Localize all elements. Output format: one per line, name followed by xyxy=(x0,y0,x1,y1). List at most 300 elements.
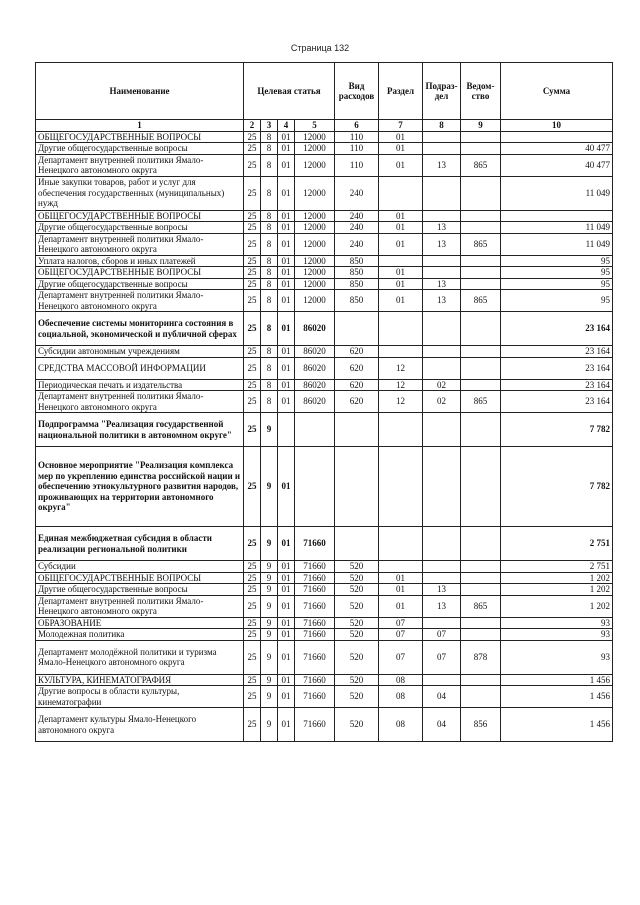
section: 01 xyxy=(379,584,423,596)
section xyxy=(379,312,423,346)
section: 01 xyxy=(379,222,423,234)
section xyxy=(379,255,423,267)
target-direction: 71660 xyxy=(295,595,335,617)
amount: 1 456 xyxy=(501,708,613,742)
expense-type xyxy=(335,413,379,447)
target-direction: 12000 xyxy=(295,210,335,222)
column-number: 2 xyxy=(244,120,261,132)
target-event: 01 xyxy=(278,357,295,379)
target-program: 25 xyxy=(244,222,261,234)
target-direction: 86020 xyxy=(295,391,335,413)
table-row xyxy=(36,154,613,176)
column-number: 8 xyxy=(423,120,461,132)
target-direction: 71660 xyxy=(295,561,335,573)
subsection xyxy=(423,357,461,379)
target-direction: 12000 xyxy=(295,278,335,290)
column-number: 5 xyxy=(295,120,335,132)
target-event: 01 xyxy=(278,629,295,641)
row-name: Субсидии xyxy=(36,561,244,573)
expense-type: 850 xyxy=(335,255,379,267)
target-program: 25 xyxy=(244,391,261,413)
department xyxy=(461,346,501,358)
target-direction: 71660 xyxy=(295,629,335,641)
table-row xyxy=(36,617,613,629)
subsection xyxy=(423,176,461,210)
section: 01 xyxy=(379,210,423,222)
target-direction: 12000 xyxy=(295,131,335,143)
row-name: Департамент внутренней политики Ямало-Ненецкого автономного округа xyxy=(36,233,244,255)
table-row xyxy=(36,131,613,143)
target-direction: 12000 xyxy=(295,255,335,267)
subsection xyxy=(423,346,461,358)
department xyxy=(461,527,501,561)
amount: 1 202 xyxy=(501,572,613,584)
target-program: 25 xyxy=(244,584,261,596)
target-program: 25 xyxy=(244,357,261,379)
amount: 95 xyxy=(501,255,613,267)
table-header-row xyxy=(36,63,613,120)
target-subprogram: 9 xyxy=(261,629,278,641)
amount: 1 202 xyxy=(501,584,613,596)
target-direction: 71660 xyxy=(295,640,335,674)
subsection xyxy=(423,561,461,573)
amount: 95 xyxy=(501,278,613,290)
row-name: СРЕДСТВА МАССОВОЙ ИНФОРМАЦИИ xyxy=(36,357,244,379)
target-program: 25 xyxy=(244,674,261,686)
target-program: 25 xyxy=(244,595,261,617)
department: 865 xyxy=(461,595,501,617)
department xyxy=(461,176,501,210)
target-direction xyxy=(295,413,335,447)
column-number: 7 xyxy=(379,120,423,132)
target-subprogram: 8 xyxy=(261,222,278,234)
table-row xyxy=(36,391,613,413)
target-event: 01 xyxy=(278,674,295,686)
target-subprogram: 8 xyxy=(261,131,278,143)
amount: 1 202 xyxy=(501,595,613,617)
target-program: 25 xyxy=(244,267,261,279)
target-direction: 71660 xyxy=(295,686,335,708)
table-row xyxy=(36,686,613,708)
target-program: 25 xyxy=(244,346,261,358)
target-subprogram: 9 xyxy=(261,595,278,617)
target-program: 25 xyxy=(244,686,261,708)
amount: 93 xyxy=(501,629,613,641)
header-section: Раздел xyxy=(379,63,423,120)
target-direction: 86020 xyxy=(295,346,335,358)
subsection: 13 xyxy=(423,222,461,234)
expense-type: 520 xyxy=(335,686,379,708)
header-subsection: Подраз-дел xyxy=(423,63,461,120)
column-number: 3 xyxy=(261,120,278,132)
expense-type: 240 xyxy=(335,233,379,255)
row-name: Субсидии автономным учреждениям xyxy=(36,346,244,358)
expense-type: 620 xyxy=(335,357,379,379)
target-program: 25 xyxy=(244,379,261,391)
department xyxy=(461,674,501,686)
target-subprogram: 9 xyxy=(261,447,278,527)
target-subprogram: 8 xyxy=(261,391,278,413)
row-name: КУЛЬТУРА, КИНЕМАТОГРАФИЯ xyxy=(36,674,244,686)
target-subprogram: 8 xyxy=(261,255,278,267)
table-row xyxy=(36,413,613,447)
target-direction: 12000 xyxy=(295,233,335,255)
expense-type: 240 xyxy=(335,176,379,210)
subsection: 13 xyxy=(423,595,461,617)
expense-type: 110 xyxy=(335,143,379,155)
target-program: 25 xyxy=(244,131,261,143)
subsection: 04 xyxy=(423,686,461,708)
expense-type: 620 xyxy=(335,346,379,358)
section: 01 xyxy=(379,233,423,255)
section xyxy=(379,447,423,527)
department xyxy=(461,278,501,290)
section: 07 xyxy=(379,640,423,674)
row-name: Периодическая печать и издательства xyxy=(36,379,244,391)
target-subprogram: 8 xyxy=(261,233,278,255)
table-row xyxy=(36,357,613,379)
target-program: 25 xyxy=(244,312,261,346)
target-program: 25 xyxy=(244,143,261,155)
row-name: Департамент внутренней политики Ямало-Ненецкого автономного округа xyxy=(36,290,244,312)
target-subprogram: 8 xyxy=(261,143,278,155)
target-program: 25 xyxy=(244,629,261,641)
target-event: 01 xyxy=(278,595,295,617)
target-program: 25 xyxy=(244,527,261,561)
target-subprogram: 8 xyxy=(261,210,278,222)
target-program: 25 xyxy=(244,278,261,290)
row-name: Департамент культуры Ямало-Ненецкого автономного округа xyxy=(36,708,244,742)
target-event: 01 xyxy=(278,617,295,629)
target-event xyxy=(278,413,295,447)
section xyxy=(379,561,423,573)
section: 08 xyxy=(379,686,423,708)
target-subprogram: 9 xyxy=(261,640,278,674)
target-event: 01 xyxy=(278,290,295,312)
department: 865 xyxy=(461,233,501,255)
row-name: ОБРАЗОВАНИЕ xyxy=(36,617,244,629)
target-event: 01 xyxy=(278,391,295,413)
column-number: 1 xyxy=(36,120,244,132)
department: 865 xyxy=(461,391,501,413)
target-subprogram: 8 xyxy=(261,312,278,346)
section: 01 xyxy=(379,267,423,279)
target-direction xyxy=(295,447,335,527)
amount: 23 164 xyxy=(501,391,613,413)
page-number: Страница 132 xyxy=(290,43,350,53)
target-direction: 12000 xyxy=(295,176,335,210)
table-row xyxy=(36,447,613,527)
department xyxy=(461,572,501,584)
expense-type: 520 xyxy=(335,674,379,686)
target-event: 01 xyxy=(278,527,295,561)
section xyxy=(379,527,423,561)
target-program: 25 xyxy=(244,447,261,527)
target-direction: 12000 xyxy=(295,290,335,312)
target-subprogram: 9 xyxy=(261,527,278,561)
section xyxy=(379,176,423,210)
department xyxy=(461,561,501,573)
subsection: 02 xyxy=(423,379,461,391)
target-direction: 12000 xyxy=(295,267,335,279)
section: 07 xyxy=(379,629,423,641)
subsection xyxy=(423,131,461,143)
department: 878 xyxy=(461,640,501,674)
target-subprogram: 8 xyxy=(261,346,278,358)
subsection: 07 xyxy=(423,640,461,674)
table-row xyxy=(36,346,613,358)
row-name: ОБЩЕГОСУДАРСТВЕННЫЕ ВОПРОСЫ xyxy=(36,267,244,279)
table-row xyxy=(36,527,613,561)
row-name: Обеспечение системы мониторинга состояния в социальной, экономической и публичной сферах xyxy=(36,312,244,346)
target-direction: 86020 xyxy=(295,312,335,346)
header-target-article: Целевая статья xyxy=(244,63,335,120)
table-row xyxy=(36,210,613,222)
section: 07 xyxy=(379,617,423,629)
target-event: 01 xyxy=(278,312,295,346)
target-direction: 12000 xyxy=(295,143,335,155)
target-subprogram: 8 xyxy=(261,290,278,312)
column-number: 6 xyxy=(335,120,379,132)
amount: 1 456 xyxy=(501,686,613,708)
table-row xyxy=(36,561,613,573)
table-row xyxy=(36,708,613,742)
target-event: 01 xyxy=(278,379,295,391)
target-program: 25 xyxy=(244,255,261,267)
department xyxy=(461,584,501,596)
expense-type: 850 xyxy=(335,278,379,290)
amount: 95 xyxy=(501,290,613,312)
department xyxy=(461,210,501,222)
target-direction: 71660 xyxy=(295,527,335,561)
subsection: 13 xyxy=(423,154,461,176)
subsection xyxy=(423,674,461,686)
table-row xyxy=(36,278,613,290)
amount: 7 782 xyxy=(501,413,613,447)
row-name: Другие общегосударственные вопросы xyxy=(36,143,244,155)
section: 12 xyxy=(379,357,423,379)
department xyxy=(461,617,501,629)
target-subprogram: 9 xyxy=(261,561,278,573)
row-name: Иные закупки товаров, работ и услуг для обеспечения государственных (муниципальных) нужд xyxy=(36,176,244,210)
expense-type: 520 xyxy=(335,561,379,573)
amount: 2 751 xyxy=(501,561,613,573)
department xyxy=(461,447,501,527)
table-row xyxy=(36,572,613,584)
target-event: 01 xyxy=(278,233,295,255)
subsection: 13 xyxy=(423,584,461,596)
target-event: 01 xyxy=(278,708,295,742)
expense-type: 520 xyxy=(335,595,379,617)
header-department: Ведом-ство xyxy=(461,63,501,120)
department xyxy=(461,222,501,234)
row-name: Другие общегосударственные вопросы xyxy=(36,278,244,290)
expense-type: 520 xyxy=(335,617,379,629)
target-event: 01 xyxy=(278,447,295,527)
expense-type xyxy=(335,447,379,527)
target-subprogram: 8 xyxy=(261,154,278,176)
table-row xyxy=(36,176,613,210)
target-event: 01 xyxy=(278,176,295,210)
column-number: 4 xyxy=(278,120,295,132)
table-row xyxy=(36,379,613,391)
department xyxy=(461,413,501,447)
target-direction: 86020 xyxy=(295,379,335,391)
table-row xyxy=(36,629,613,641)
expense-type: 620 xyxy=(335,379,379,391)
expense-type: 520 xyxy=(335,572,379,584)
expense-type: 520 xyxy=(335,584,379,596)
amount: 23 164 xyxy=(501,357,613,379)
target-program: 25 xyxy=(244,290,261,312)
target-event: 01 xyxy=(278,640,295,674)
amount: 23 164 xyxy=(501,379,613,391)
section: 08 xyxy=(379,674,423,686)
section: 01 xyxy=(379,595,423,617)
target-event: 01 xyxy=(278,131,295,143)
target-event: 01 xyxy=(278,154,295,176)
subsection: 13 xyxy=(423,290,461,312)
section: 12 xyxy=(379,379,423,391)
target-subprogram: 9 xyxy=(261,708,278,742)
target-program: 25 xyxy=(244,708,261,742)
expense-type: 850 xyxy=(335,267,379,279)
section xyxy=(379,413,423,447)
row-name: Другие общегосударственные вопросы xyxy=(36,222,244,234)
target-subprogram: 8 xyxy=(261,176,278,210)
target-subprogram: 9 xyxy=(261,572,278,584)
row-name: Основное мероприятие "Реализация комплекса мер по укреплению единства российской нации и обеспечению этнокультурного развития народов, проживающих на территории автономного округа" xyxy=(36,447,244,527)
department xyxy=(461,267,501,279)
subsection: 02 xyxy=(423,391,461,413)
column-number: 9 xyxy=(461,120,501,132)
table-row xyxy=(36,255,613,267)
target-program: 25 xyxy=(244,617,261,629)
subsection xyxy=(423,267,461,279)
subsection: 13 xyxy=(423,278,461,290)
subsection xyxy=(423,312,461,346)
section: 01 xyxy=(379,131,423,143)
row-name: ОБЩЕГОСУДАРСТВЕННЫЕ ВОПРОСЫ xyxy=(36,572,244,584)
expense-type: 850 xyxy=(335,290,379,312)
expense-type xyxy=(335,527,379,561)
target-subprogram: 9 xyxy=(261,674,278,686)
target-subprogram: 9 xyxy=(261,686,278,708)
header-expense-type: Вид расходов xyxy=(335,63,379,120)
section: 01 xyxy=(379,290,423,312)
department: 865 xyxy=(461,154,501,176)
target-direction: 71660 xyxy=(295,674,335,686)
expense-type: 620 xyxy=(335,391,379,413)
amount: 23 164 xyxy=(501,312,613,346)
target-event: 01 xyxy=(278,222,295,234)
subsection xyxy=(423,210,461,222)
department xyxy=(461,312,501,346)
subsection xyxy=(423,572,461,584)
row-name: Другие общегосударственные вопросы xyxy=(36,584,244,596)
target-program: 25 xyxy=(244,210,261,222)
row-name: Подпрограмма "Реализация государственной национальной политики в автономном округе" xyxy=(36,413,244,447)
target-direction: 86020 xyxy=(295,357,335,379)
table-row xyxy=(36,290,613,312)
expense-type xyxy=(335,312,379,346)
target-subprogram: 8 xyxy=(261,278,278,290)
amount: 93 xyxy=(501,617,613,629)
amount: 93 xyxy=(501,640,613,674)
amount: 11 049 xyxy=(501,233,613,255)
table-row xyxy=(36,584,613,596)
target-program: 25 xyxy=(244,413,261,447)
target-event: 01 xyxy=(278,561,295,573)
subsection xyxy=(423,143,461,155)
subsection: 13 xyxy=(423,233,461,255)
department: 865 xyxy=(461,290,501,312)
section xyxy=(379,346,423,358)
column-number-row xyxy=(36,120,613,132)
table-body xyxy=(36,131,613,742)
row-name: Молодежная политика xyxy=(36,629,244,641)
target-event: 01 xyxy=(278,572,295,584)
section: 01 xyxy=(379,278,423,290)
section: 01 xyxy=(379,572,423,584)
header-name: Наименование xyxy=(36,63,244,120)
subsection xyxy=(423,447,461,527)
target-event: 01 xyxy=(278,255,295,267)
table-row xyxy=(36,595,613,617)
row-name: Департамент внутренней политики Ямало-Ненецкого автономного округа xyxy=(36,595,244,617)
department xyxy=(461,686,501,708)
table-row xyxy=(36,640,613,674)
target-direction: 12000 xyxy=(295,154,335,176)
expense-type: 240 xyxy=(335,222,379,234)
amount: 7 782 xyxy=(501,447,613,527)
amount: 11 049 xyxy=(501,176,613,210)
row-name: Департамент внутренней политики Ямало-Ненецкого автономного округа xyxy=(36,154,244,176)
target-subprogram: 8 xyxy=(261,357,278,379)
target-event: 01 xyxy=(278,346,295,358)
column-number: 10 xyxy=(501,120,613,132)
header-amount: Сумма xyxy=(501,63,613,120)
department xyxy=(461,143,501,155)
target-event: 01 xyxy=(278,278,295,290)
table-row xyxy=(36,267,613,279)
department xyxy=(461,357,501,379)
expense-type: 520 xyxy=(335,708,379,742)
target-program: 25 xyxy=(244,561,261,573)
department xyxy=(461,255,501,267)
target-subprogram: 9 xyxy=(261,617,278,629)
amount: 1 456 xyxy=(501,674,613,686)
department: 856 xyxy=(461,708,501,742)
subsection: 04 xyxy=(423,708,461,742)
target-event: 01 xyxy=(278,267,295,279)
target-direction: 12000 xyxy=(295,222,335,234)
subsection xyxy=(423,413,461,447)
department xyxy=(461,131,501,143)
section: 01 xyxy=(379,154,423,176)
table-row xyxy=(36,222,613,234)
target-program: 25 xyxy=(244,572,261,584)
expense-type: 110 xyxy=(335,131,379,143)
target-event: 01 xyxy=(278,143,295,155)
target-program: 25 xyxy=(244,640,261,674)
budget-table xyxy=(35,62,613,742)
section: 01 xyxy=(379,143,423,155)
department xyxy=(461,629,501,641)
table-row xyxy=(36,674,613,686)
expense-type: 520 xyxy=(335,640,379,674)
amount: 40 477 xyxy=(501,154,613,176)
